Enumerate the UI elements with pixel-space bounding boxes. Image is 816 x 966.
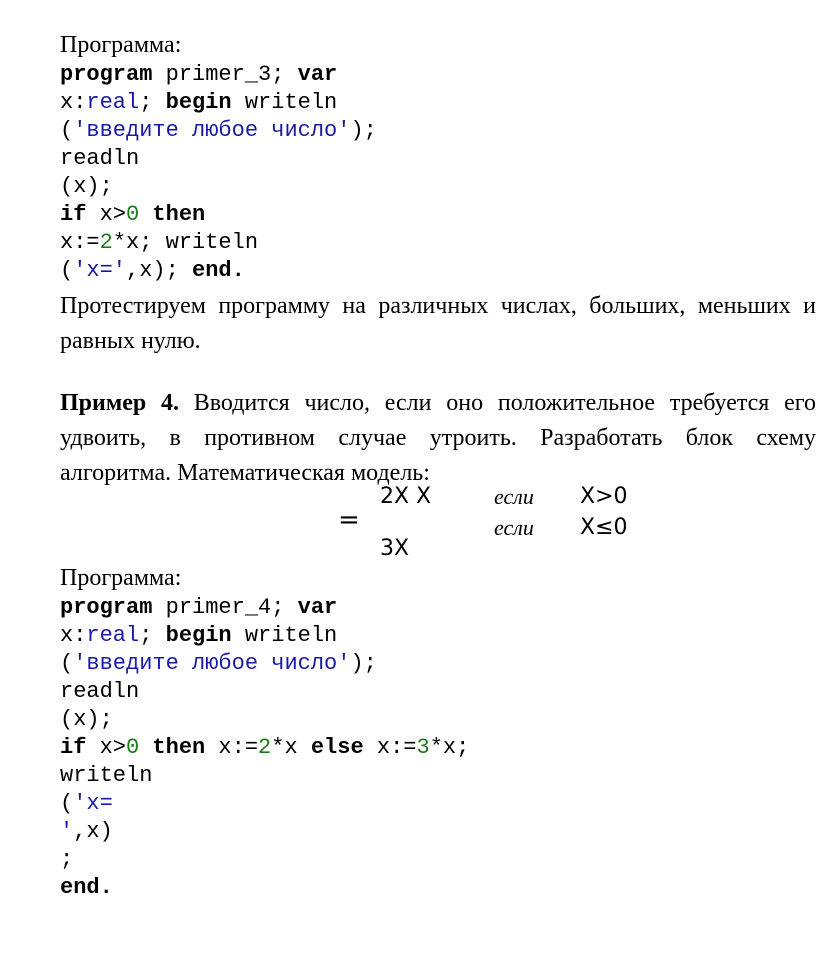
math-if-2: если xyxy=(494,515,534,540)
keyword: begin xyxy=(165,90,232,115)
code-text: x> xyxy=(86,735,127,760)
number-literal: 0 xyxy=(126,735,140,760)
code-text: ,x); xyxy=(126,258,193,283)
string-literal: 'введите любое число' xyxy=(73,118,351,143)
code1-line-6 xyxy=(60,202,205,227)
code2-line-10: ; xyxy=(60,847,74,872)
number-literal: 3 xyxy=(416,735,430,760)
code-text xyxy=(139,202,152,227)
code2-line-8 xyxy=(60,791,113,816)
code1-line-3 xyxy=(60,118,377,143)
example-label: Пример 4. xyxy=(60,390,179,416)
test-paragraph xyxy=(60,289,816,359)
code-text: x: xyxy=(60,623,87,648)
code-text: ( xyxy=(60,258,74,283)
code2-line-5: (x); xyxy=(60,707,113,732)
code-text: ( xyxy=(60,651,74,676)
keyword: end. xyxy=(192,258,245,283)
string-literal: 'введите любое число' xyxy=(73,651,351,676)
number-literal: 2 xyxy=(258,735,272,760)
code2-line-9 xyxy=(60,819,113,844)
code-text: *x; xyxy=(429,735,470,760)
code-text: ; xyxy=(139,623,166,648)
code-text: primer_4; xyxy=(152,595,298,620)
math-cond-1: X>0 xyxy=(580,484,628,509)
code-text: ); xyxy=(350,118,377,143)
code2-line-7: writeln xyxy=(60,763,153,788)
code-text: ); xyxy=(350,651,377,676)
code1-line-4: readln xyxy=(60,146,140,171)
code1-line-7 xyxy=(60,230,258,255)
code-text: x:= xyxy=(60,230,100,255)
keyword: begin xyxy=(165,623,232,648)
keyword: program xyxy=(60,62,153,87)
code-text: x: xyxy=(60,90,87,115)
paragraph-line: равных нулю. xyxy=(60,328,201,354)
code2-line-1 xyxy=(60,595,337,620)
code1-line-2 xyxy=(60,90,337,115)
math-expr-2: 3X xyxy=(380,536,410,561)
keyword: if xyxy=(60,202,87,227)
code2-line-3 xyxy=(60,651,377,676)
math-equals: = xyxy=(338,505,360,535)
code-text: x> xyxy=(86,202,127,227)
type-name: real xyxy=(86,623,140,648)
keyword: var xyxy=(297,595,338,620)
keyword: then xyxy=(152,202,206,227)
number-literal: 2 xyxy=(99,230,113,255)
code-text: ( xyxy=(60,791,74,816)
math-if-1: если xyxy=(494,484,534,509)
code-text xyxy=(139,735,152,760)
code2-line-4: readln xyxy=(60,679,140,704)
math-expr-1: 2X X xyxy=(380,484,432,509)
string-literal: 'x=' xyxy=(73,258,127,283)
code-text: x:= xyxy=(363,735,417,760)
example-4-paragraph xyxy=(60,386,816,491)
code-text: ( xyxy=(60,118,74,143)
keyword: else xyxy=(310,735,364,760)
code-text: writeln xyxy=(231,90,338,115)
code1-line-5: (x); xyxy=(60,174,113,199)
program-heading-2: Программа: xyxy=(60,565,182,591)
paragraph-line xyxy=(60,386,816,421)
code-text: x:= xyxy=(205,735,259,760)
number-literal: 0 xyxy=(126,202,140,227)
code2-line-11 xyxy=(60,875,113,900)
code2-line-6 xyxy=(60,735,469,760)
paragraph-line: удвоить, в противном случае утроить. Разработать блок схему xyxy=(60,425,816,451)
math-cond-2: X≤0 xyxy=(580,515,628,540)
type-name: real xyxy=(86,90,140,115)
code1-line-8 xyxy=(60,258,245,283)
code-text: ; xyxy=(139,90,166,115)
keyword: end. xyxy=(60,875,113,900)
string-literal: ' xyxy=(60,819,74,844)
paragraph-text: Вводится число, если оно положительное требуется его xyxy=(178,390,816,416)
code-text: *x; writeln xyxy=(112,230,259,255)
program-heading-1: Программа: xyxy=(60,32,182,58)
keyword: program xyxy=(60,595,153,620)
paragraph-line: алгоритма. Математическая модель: xyxy=(60,460,430,486)
paragraph-line: Протестируем программу на различных числах, больших, меньших и xyxy=(60,293,816,319)
keyword: then xyxy=(152,735,206,760)
keyword: var xyxy=(297,62,338,87)
string-literal: 'x= xyxy=(73,791,113,816)
code-text: writeln xyxy=(231,623,338,648)
code-text: *x xyxy=(271,735,311,760)
keyword: if xyxy=(60,735,87,760)
code1-line-1 xyxy=(60,62,337,87)
code2-line-2 xyxy=(60,623,337,648)
code-text: ,x) xyxy=(73,819,113,844)
code-text: primer_3; xyxy=(152,62,298,87)
